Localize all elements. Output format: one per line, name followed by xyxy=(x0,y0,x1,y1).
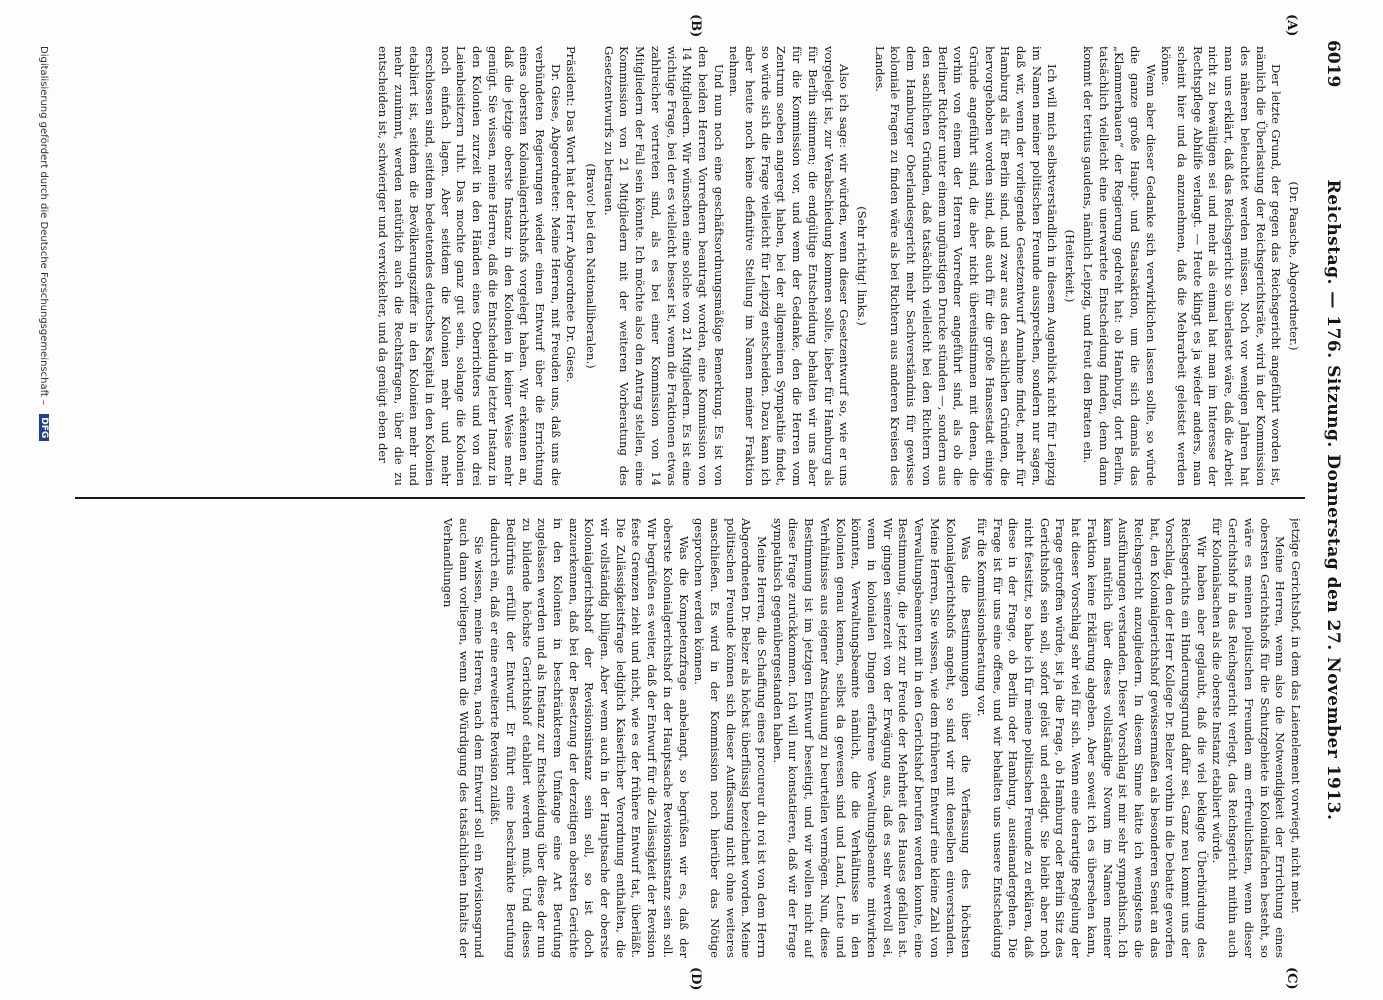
digitization-footer xyxy=(38,46,49,966)
paragraph: Meine Herren, wenn also die Notwendigkeit der Errichtung eines obersten Gerichtshofs für die Schutzgebiete in Kolonialfachen besteht, so wäre es meinen politischen Freunden am erfreulichsten, wenn dieser Gerichtshof in das Reichsgericht verlegt, das Reichsgericht mithin auch für Kolonialsachen als die oberste Instanz etabliert würde. xyxy=(1210,518,1288,958)
page-number: 6019 xyxy=(1323,40,1343,88)
paragraph: Wenn aber dieser Gedanke sich verwirklichen lassen sollte, so würde die ganze große Haupt- und Staatsaktion, um die sich damals das „Klammerhauen“ der Regierung gedreht hat: ob Hamburg, dort Berlin, tatsächlich vielleicht eine unerwartete Entscheidung finden, denn dann kommt der tertius gaudens, nämlich Leipzig, und freut den Braten ein. xyxy=(1080,46,1158,486)
margin-marker-a: (A) xyxy=(1284,14,1299,37)
left-column xyxy=(83,46,1303,486)
page-title: Reichstag. — 176. Sitzung. Donnerstag den 27. November 1913. xyxy=(1323,179,1343,821)
paragraph: jetzige Gerichtshof, in dem das Laienelement vorwiegt, nicht mehr. xyxy=(1289,518,1303,914)
paragraph: Was die Kompetenzfrage anbelangt, so begrüßen wir es, daß der oberste Kolonialgerichtshof in der Hauptsache Revisionsinstanz sein soll. Wir begrüßen es weiter, daß der Entwurf für die Zulässigkeit der Revision feste Grenzen zieht und nicht, wie es der frühere Entwurf tat, überläßt. Die Zulässigkeitsfrage lediglich Kaiserlicher Verordnung enthalten, die wir vollständig billigen. Aber wenn auch in der Hauptsache der oberste Kolonialgerichtshof der Revisionsinstanz sein soll, so ist doch anzuerkennen, daß bei der Besetzung der derzeitigen obersten Gerichte in den Kolonien in beschränkterem Umfange eine Art Berufung zugelassen werden und als Instanz zur Entscheidung über diese der nun zu bildende höchste Gerichtshof etabliert werden muß. Und dieses Bedürfnis erfüllt der Entwurf. Er führt eine beschränkte Berufung dadurch ein, daß er eine erweiterte Revision zuläßt. xyxy=(488,518,691,958)
paragraph: Meine Herren, die Schaffung eines procureur du roi ist von dem Herrn Abgeordneten Dr. Belzer als höchst überflüssig bezeichnet worden. Meine politischen Freunde können sich dieser Auffassung nicht ohne weiteres anschließen. Es wird in der Kommission noch hierüber das Nötige gesprochen werden können. xyxy=(692,518,770,958)
footer-text: Digitalisierung gefördert durch die Deutsche Forschungsgemeinschaft – xyxy=(38,46,49,406)
dfg-logo: DFG xyxy=(39,414,49,441)
margin-marker-b: (B) xyxy=(688,14,703,38)
paragraph: Was die Bestimmungen über die Verfassung des höchsten Kolonialgerichtshofs angeht, so sind wir mit denselben einverstanden. Meine Herren, Sie wissen, wie dem früheren Entwurf eine kleine Zahl von Verwaltungsbeamten mit in den Gerichtshof berufen werden konnte, eine Bestimmung, die jetzt zur Freude der Mehrheit des Hauses gefallen ist. Wir gingen seinerzeit von der Erwägung aus, daß es sehr wertvoll sei, wenn in kolonialen Dingen erfahrene Verwaltungsbeamte mitwirken könnten, Verwaltungsbeamte nämlich, die die Verhältnisse in den Kolonien genau kennen, selbst da gewesen sind und Land, Leute und Verhältnisse aus eigener Anschauung zu beurteilen vermögen. Nun, diese Bestimmung ist im jetzigen Entwurf beseitigt, und wir wollen nicht auf diese Frage zurückkommen. Ich will nur konstatieren, daß wir der Frage sympathisch gegenübergestanden haben. xyxy=(770,518,974,958)
column-divider xyxy=(75,497,1305,499)
paragraph: Wir haben aber geglaubt, daß die viel beklagte Überbürdung des Reichsgerichts ein Hinderungsgrund dafür sei. Ganz neu kommt uns der Vorschlag, den der Herr Kollege Dr. Belzer vorhin in die Debatte geworfen hat, den Kolonialgerichtshof gewissermaßen als besonderen Senat an das Reichsgericht anzugliedern. In diesem Sinne hätte ich wenigstens die Ausführungen verstanden. Dieser Vorschlag ist mir sehr sympathisch. Ich kann natürlich über dieses vollständige Novum im Namen meiner Fraktion keine Erklärung abgeben. Aber soweit ich es übersehen kann, hat dieser Vorschlag sehr viel für sich. Wenn eine derartige Regelung der Frage getroffen würde, ist ja die Frage, ob Hamburg oder Berlin Sitz des Gerichtshofs sein soll, sofort gelöst und erledigt. Sie bleibt aber noch nicht festsitzt, so habe ich für meine politischen Freunde zu erklären, daß diese in der Frage, ob Berlin oder Hamburg, auseinandergehen. Die Frage ist für uns eine offene, und wir behalten uns unsere Entscheidung für die Kommissionsberatung vor. xyxy=(974,518,1209,958)
speaker-reference: (Dr. Paasche, Abgeordneter.) xyxy=(1287,181,1301,351)
president-statement: Präsident: Das Wort hat der Herr Abgeordnete Dr. Giese. xyxy=(564,46,579,383)
paragraph: Ich will mich selbstverständlich in diesem Augenblick nicht für Leipzig im Namen meiner politischen Freunde aussprechen, sondern nur sagen, daß wir, wenn der vorliegende Gesetzentwurf Annahme findet, mehr für Hamburg als für Berlin sind, und zwar aus den sachlichen Gründen, die hervorgehoben worden sind, daß auch für die große Hansestadt einige Gründe angeführt sind, die aber nicht übereinstimmen mit denen, die vorhin von einem der Herren Vorredner angeführt sind, als ob die Berliner Richter unter einem ungünstigen Drucke stünden —, sondern aus den sachlichen Gründen, daß tatsächlich vielleicht bei den Richtern von dem Hamburger Oberlandesgericht mehr Sachverständnis für gewisse koloniale Fragen zu finden wäre als bei Richtern aus anderen Kreisen des Landes. xyxy=(872,46,1060,486)
page-header xyxy=(1317,40,1347,960)
interjection: (Heiterkeit.) xyxy=(1063,229,1078,303)
paragraph: Dr. Giese, Abgeordneter: Meine Herren, mit Freuden uns, daß uns die verbündeten Regierungen wieder einen Entwurf über die Errichtung eines obersten Kolonialgerichtshofs vorgelegt haben. Wir erkennen an, daß die jetzige oberste Instanz in den Kolonien in keiner Weise mehr genügt. Sie wissen, meine Herren, daß die Entscheidung letzter Instanz in den Kolonien zurzeit in den Händen eines Oberrichters und von drei Laienbeisitzern ruht. Das mochte ganz gut sein, solange die Kolonien noch einfach lagen. Aber seitdem die Kolonien mehr und mehr erschlossen sind, seitdem bedeutendes deutsches Kapital in den Kolonien etabliert ist, seitdem die Bevölkerungsziffer in den Kolonien mehr und mehr zunimmt, werden natürlich auch die Rechtsfragen, über die zu entscheiden ist, schwieriger und verwickelter, und da genügt eben der xyxy=(375,46,563,486)
paragraph: Also ich sage: wir würden, wenn dieser Gesetzentwurf so, wie er uns vorgelegt ist, zur Verabschiedung kommen sollte, lieber für Hamburg als für Berlin stimmen; die endgültige Entscheidung behalten wir uns aber für die Kommission vor, und wenn der Gedanke, den die Herren vom Zentrum soeben angeregt haben, bei der allgemeinen Sympathie findet, so würde sich die Frage vielleicht für Leipzig entscheiden. Dazu kann ich aber heute noch keine definitive Stellung im Namen meiner Fraktion nehmen. xyxy=(727,46,852,486)
margin-marker-d: (D) xyxy=(688,967,703,991)
interjection: (Sehr richtig! links.) xyxy=(855,206,870,326)
right-column xyxy=(83,518,1303,958)
paragraph: Und nun noch eine geschäftsordnungsmäßige Bemerkung. Es ist von den beiden Herren Vorrednern beantragt worden, eine Kommission von 14 Mitgliedern. Wir wünschen eine solche von 21 Mitgliedern. Es ist eine wichtige Frage, bei der es vielleicht besser ist, wenn die Fraktionen etwas zahlreicher vertreten sind, als es bei einer Kommission von 14 Mitgliedern der Fall sein könnte. Ich möchte also den Antrag stellen, eine Kommission von 21 Mitgliedern mit der weiteren Vorberatung des Gesetzentwurfs zu betrauen. xyxy=(601,46,726,486)
margin-marker-c: (C) xyxy=(1284,967,1299,990)
paragraph: Der letzte Grund, der gegen das Reichsgericht angeführt worden ist, nämlich die Überlastung der Reichsgerichtsräte, wird in der Kommission des näheren beleuchtet werden müssen. Noch vor wenigen Jahren hat man uns erklärt, daß das Reichsgericht so überlastet wäre, daß die Arbeit nicht zu bewältigen sei und mehr als einmal hat man im Interesse der Rechtspflege Abhilfe verlangt. — Heute klingt es ja wieder anders, man scheint hier und da anzunehmen, daß die Mehrarbeit geleistet werden könne. xyxy=(1159,46,1284,486)
paragraph: Sie wissen, meine Herren, nach dem Entwurf soll ein Revisionsgrund auch dann vorliegen, wenn die Würdigung des tatsächlichen Inhalts der Verhandlungen xyxy=(441,518,487,958)
interjection: (Bravo! bei den Nationalliberalen.) xyxy=(584,163,599,369)
